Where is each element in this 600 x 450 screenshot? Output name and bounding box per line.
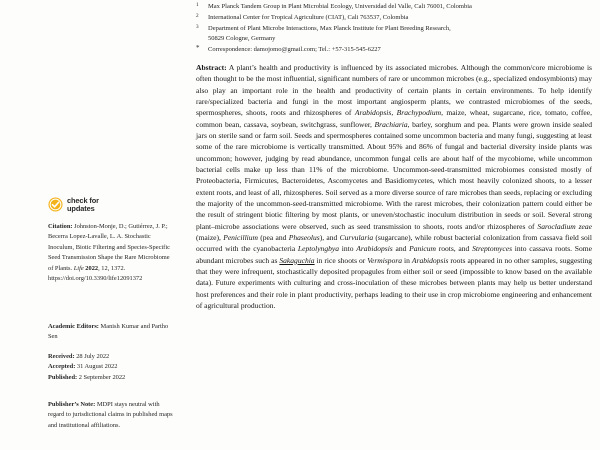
citation-text: Johnston-Monje, D.; Gutiérrez, J. P.; Becerra Lopez-Lavalle, L. A. Stochastic Inoculum, Biotic Filtering and Species-Specific Seed Transmission Shape the Rare Microbiome of Plants. — [48, 223, 170, 272]
abstract-mid-13: in — [402, 255, 412, 265]
species-curvularia: Curvularia — [339, 232, 374, 242]
publishers-note-block — [48, 400, 174, 431]
abstract-mid-7: (sugarcane), while robust bacterial colonization from cassava field soil occurred with the cyanobacteria — [196, 232, 592, 254]
species-panicum: Panicum — [409, 244, 436, 254]
publishers-note-label: Publisher’s Note: — [48, 401, 96, 408]
citation-journal: Life — [73, 264, 84, 272]
species-phaseolus: Phaseolus — [288, 232, 320, 242]
species-sakaguchia: Sakaguchia — [279, 255, 315, 265]
species-brachiaria: Brachiaria — [374, 119, 408, 129]
affiliation-text-line-1: Department of Plant Microbe Interactions, Max Planck Institute for Plant Breeding Research, — [208, 25, 451, 33]
affiliation-text-line-2: 50829 Cologne, Germany — [208, 35, 276, 43]
accepted-value: 31 August 2022 — [75, 363, 118, 371]
abstract-mid-4: (maize), — [196, 232, 224, 242]
article-sidebar — [0, 0, 186, 450]
abstract-mid-14: roots appeared in no other samples, suggesting that they were infrequent, stochastically deposited propagules from either soil or seed (impossible to know based on the available data). Future experiments with culturing and cross-inoculation of these microbes between plants may help us better understand host preferences and their role in plant productivity, perhaps leading to their use in crop microbiome engineering and enhancement of agricultural production. — [196, 255, 592, 310]
species-brachypodium: Brachypodium — [396, 108, 442, 118]
affiliation-text: Max Planck Tandem Group in Plant Microbial Ecology, Universidad del Valle, Cali 76001, Colombia — [208, 3, 472, 10]
crossmark-label — [67, 197, 99, 213]
citation-volume: , 12, 1372. — [98, 264, 126, 272]
published-line — [48, 373, 174, 383]
abstract-mid-11: into cassava roots. Some abundant microbes such as — [196, 244, 592, 265]
abstract-mid-5: (pea and — [258, 232, 289, 242]
species-leptolyngbya: Leptolyngbya — [297, 244, 340, 254]
article-dates-block — [48, 352, 174, 383]
citation-block — [48, 222, 174, 284]
species-penicillium: Penicillium — [223, 232, 258, 242]
affiliations-list — [196, 2, 592, 56]
affiliation-text — [208, 24, 592, 44]
affiliation-item — [196, 24, 592, 44]
species-arabidopsis: Arabidopsis — [354, 108, 392, 118]
check-circle-icon — [48, 197, 63, 212]
affiliation-marker: 1 — [196, 2, 199, 8]
accepted-label: Accepted: — [48, 363, 76, 371]
citation-year: 2022 — [83, 264, 99, 272]
abstract-mid-2: , maize, wheat, sugarcane, rice, tomato, coffee, common bean, cassava, soybean, switchgrass, sunflower, — [196, 108, 593, 129]
abstract-mid-9: and — [392, 244, 410, 254]
citation-label: Citation: — [48, 223, 73, 230]
species-streptomyces: Streptomyces — [472, 244, 513, 254]
received-value: 28 July 2022 — [74, 353, 110, 360]
abstract-mid-12: in rice shoots or — [314, 255, 368, 265]
species-arabidopsis-3: Arabidopsis — [411, 255, 449, 265]
editors-label: Academic Editors: — [48, 323, 99, 330]
affiliation-item — [196, 2, 592, 12]
crossmark-line-1: check for — [67, 196, 99, 205]
accepted-line — [48, 362, 174, 372]
crossmark-line-2: updates — [67, 203, 95, 213]
published-label: Published: — [48, 373, 78, 381]
received-line — [48, 352, 174, 362]
correspondence-item — [196, 45, 592, 55]
correspondence-text: Correspondence: damojomo@gmail.com; Tel.: +57-315-545-6227 — [208, 46, 381, 54]
correspondence-marker: * — [196, 44, 200, 53]
abstract-body-1: A plant’s health and productivity is influenced by its associated microbes. Although the common/core microbiome is often thought to be the most influential, significant numbers of rare or uncommon microbes (e.g., specialized endosymbionts) may also play an important role in the health and productivity of certain plants in certain environments. To help identify rare/specialized bacteria and fungi in the most important angiosperm plants, we contrasted microbiomes of the seeds, spermospheres, shoots, roots and rhizospheres of — [196, 63, 592, 118]
species-vermispora: Vermispora — [367, 255, 403, 265]
affiliation-item — [196, 13, 592, 23]
abstract-mid-6: ), and — [319, 232, 340, 242]
academic-editors-block — [48, 322, 174, 343]
published-value: 2 September 2022 — [77, 373, 126, 381]
publishers-note-text: MDPI stays neutral with regard to jurisdictional claims in published maps and institutional affiliations. — [48, 401, 173, 429]
editors-names: Manish Kumar and Partho Sen — [48, 323, 169, 341]
affiliation-marker: 3 — [196, 24, 199, 31]
abstract-label: Abstract: — [196, 63, 227, 72]
crossmark-badge[interactable] — [48, 197, 99, 213]
abstract-mid-8: into — [339, 244, 357, 254]
article-main-column — [196, 0, 592, 450]
abstract-mid-3: , barley, sorghum and pea. Plants were grown inside sealed jars on sterile sand or farm soil. Seeds and spermospheres contained some uncommon bacteria and many fungi, suggesting at least some of the rare microbiome is vertically transmitted. About 95% and 86% of fungal and bacterial diversity inside plants was uncommon; however, judging by read abundance, uncommon fungal cells are about half of the mycobiome, while uncommon bacterial cells make up less than 11% of the microbiome. Uncommon-seed-transmitted microbiomes consisted mostly of Proteobacteria, Firmicutes, Bacteroidetes, Ascomycetes and Basidiomycetes, which most heavily colonized shoots, to a lesser extent roots, and least of all, rhizospheres. Soil served as a more diverse source of rare microbes than seeds, replacing or excluding the majority of the uncommon-seed-transmitted microbiome. With the rarest microbes, their colonization pattern could either be the result of stringent biotic filtering by most plants, or uneven/stochastic inoculum distribution in seeds or soil. Several strong plant–microbe associations were observed, such as seed transmission to shoots, roots and/or rhizospheres of — [196, 119, 592, 231]
species-sarocladium-zeae: Sarocladium zeae — [537, 221, 592, 231]
species-arabidopsis-2: Arabidopsis — [356, 244, 393, 254]
affiliation-text: International Center for Tropical Agriculture (CIAT), Cali 763537, Colombia — [208, 14, 409, 22]
citation-doi-link[interactable]: https://doi.org/10.3390/life12091372 — [48, 274, 143, 282]
received-label: Received: — [48, 353, 75, 360]
affiliation-marker: 2 — [196, 13, 199, 20]
abstract-mid-1: , — [391, 108, 397, 118]
abstract-paragraph — [196, 62, 592, 311]
abstract-mid-10: roots, and — [435, 244, 473, 254]
